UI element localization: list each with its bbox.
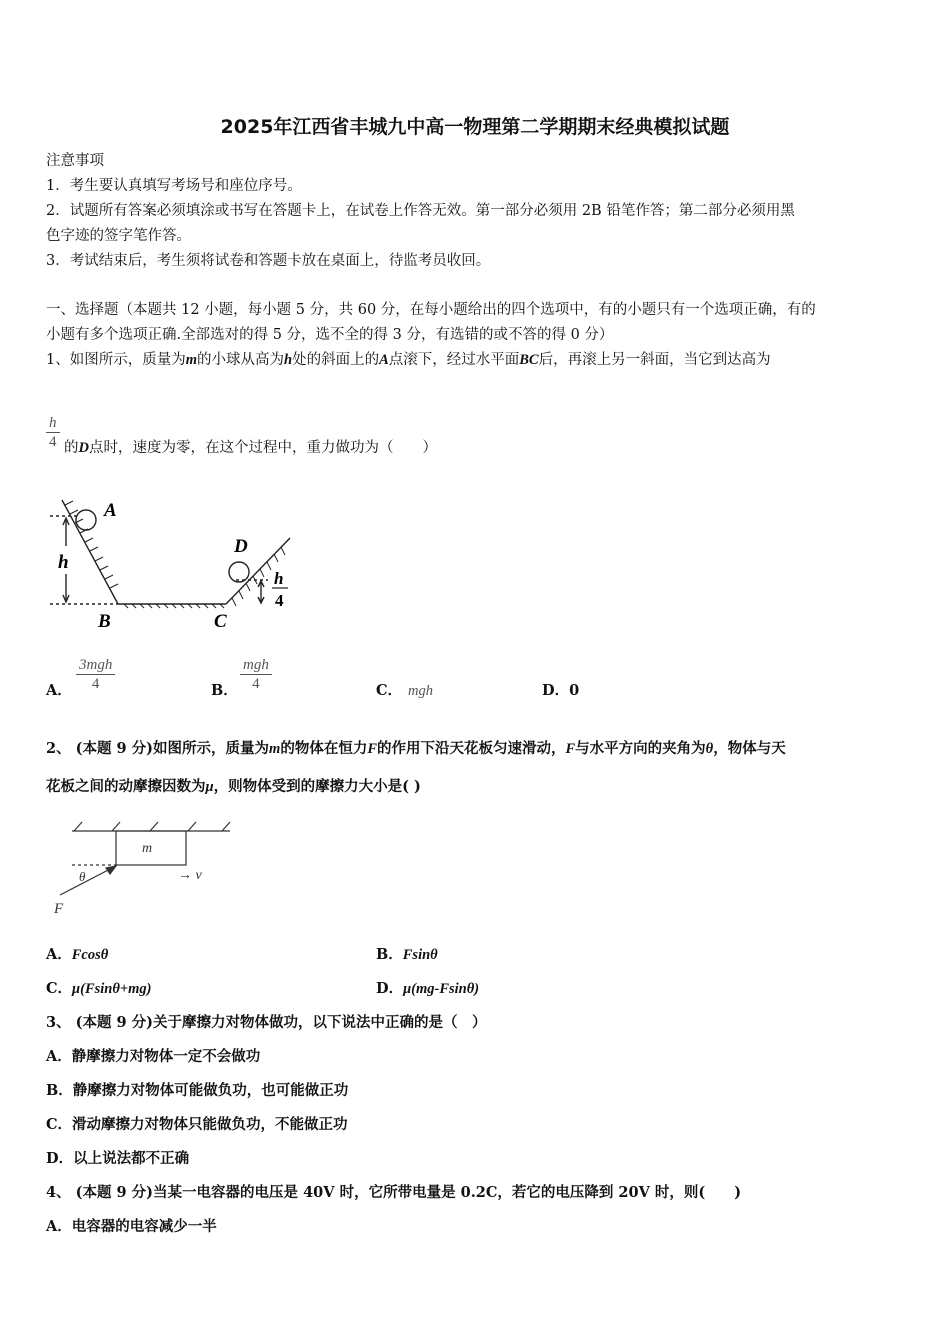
q1-option-a-label: A． (46, 682, 72, 699)
q2-option-d: D．μ(mg-Fsinθ) (376, 980, 480, 997)
q1-option-a-value: 3mgh 4 (76, 656, 115, 693)
label-h4-den: 4 (275, 591, 284, 610)
question-2-stem-cont: 花板之间的动摩擦因数为μ，则物体受到的摩擦力大小是( ) (46, 778, 421, 795)
label-c: C (214, 611, 227, 632)
question-2-stem: 2、 (本题 9 分)如图所示，质量为m的物体在恒力F的作用下沿天花板匀速滑动，F与水平方向的夹角为θ，物体与天 (46, 740, 786, 757)
force-f-arrow (60, 867, 114, 895)
question-1-fraction-h-over-4: $\frac{h}{4}$ (46, 414, 60, 451)
notice-heading: 注意事项 (46, 153, 104, 169)
q3-option-a: A．静摩擦力对物体一定不会做功 (46, 1048, 261, 1065)
notice-item-1: 1．考生要认真填写考场号和座位序号。 (46, 178, 302, 194)
question-1-figure (40, 490, 310, 640)
label-f: F (54, 901, 64, 917)
label-m: m (142, 841, 153, 856)
page-title: 2025年江西省丰城九中高一物理第二学期期末经典模拟试题 (220, 116, 730, 138)
ball-a (76, 510, 96, 530)
q3-option-d: D．以上说法都不正确 (46, 1150, 190, 1167)
question-1-stem: 1、如图所示，质量为m的小球从高为h处的斜面上的A点滚下，经过水平面BC后，再滚上另一斜面，当它到达高为 (46, 352, 771, 368)
label-b: B (98, 611, 111, 632)
section-header-line1: 一、选择题（本题共 12 小题，每小题 5 分，共 60 分，在每小题给出的四个选项中，有的小题只有一个选项正确，有的 (46, 302, 816, 318)
ball-d (229, 562, 249, 582)
label-h4-num: h (274, 569, 284, 588)
question-4-stem: 4、 (本题 9 分)当某一电容器的电压是 40V 时，它所带电量是 0.2C，若它的电压降到 20V 时，则( ) (46, 1184, 742, 1201)
label-v: → v (178, 868, 202, 883)
q3-option-b: B．静摩擦力对物体可能做负功，也可能做正功 (46, 1082, 349, 1099)
notice-item-3: 3．考试结束后，考生须将试卷和答题卡放在桌面上，待监考员收回。 (46, 253, 491, 269)
q1-option-d: D．0 (542, 682, 580, 699)
notice-item-2-cont: 色字迹的签字笔作答。 (46, 228, 191, 244)
q2-option-c: C．μ(Fsinθ+mg) (46, 980, 152, 997)
q1-option-b-value: mgh 4 (240, 656, 272, 693)
q1-option-b-label: B． (211, 682, 238, 699)
label-d: D (234, 536, 248, 557)
section-header-line2: 小题有多个选项正确.全部选对的得 5 分，选不全的得 3 分，有选错的或不答的得 0 分） (46, 327, 614, 343)
question-1-stem-cont: 的D点时，速度为零，在这个过程中，重力做功为（ ） (64, 440, 437, 456)
q1-option-c: C． mgh (376, 682, 434, 699)
label-a: A (104, 500, 117, 521)
q2-option-b: B．Fsinθ (376, 946, 438, 963)
question-2-figure (46, 815, 246, 920)
question-3-stem: 3、 (本题 9 分)关于摩擦力对物体做功，以下说法中正确的是（ ） (46, 1014, 487, 1031)
q4-option-a: A．电容器的电容减少一半 (46, 1218, 217, 1235)
q2-option-a: A．Fcosθ (46, 946, 109, 963)
q3-option-c: C．滑动摩擦力对物体只能做负功，不能做正功 (46, 1116, 348, 1133)
label-theta: θ (79, 869, 86, 884)
label-h: h (58, 552, 69, 573)
notice-item-2: 2．试题所有答案必须填涂或书写在答题卡上，在试卷上作答无效。第一部分必须用 2B 铅笔作答；第二部分必须用黑 (46, 203, 795, 219)
